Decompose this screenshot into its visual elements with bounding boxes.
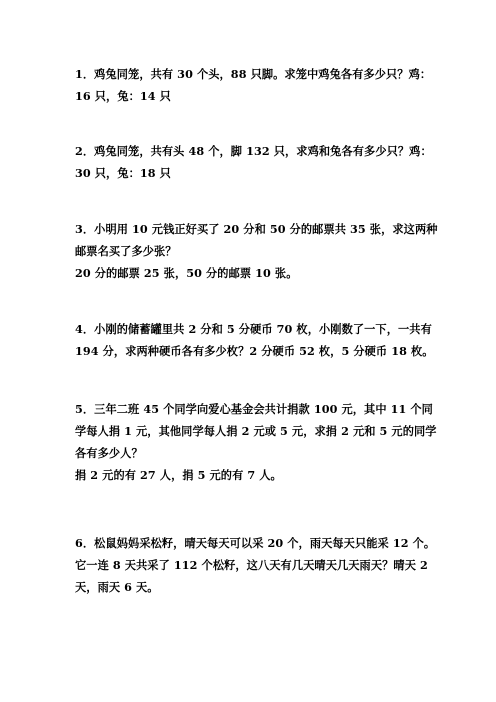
problem-6 bbox=[75, 532, 435, 598]
problem-6-line-3: 天，雨天 6 天。 bbox=[75, 580, 159, 594]
problem-3-line-3: 20 分的邮票 25 张，50 分的邮票 10 张。 bbox=[75, 266, 298, 280]
problem-3-line-2: 邮票名买了多少张？ bbox=[75, 244, 177, 258]
problem-5-line-4: 捐 2 元的有 27 人，捐 5 元的有 7 人。 bbox=[75, 468, 282, 482]
problem-1 bbox=[75, 63, 435, 107]
problem-5 bbox=[75, 398, 435, 486]
problem-5-line-2: 学每人捐 1 元，其他同学每人捐 2 元或 5 元，求捐 2 元和 5 元的同学 bbox=[75, 424, 437, 438]
problem-3-line-1: 3．小明用 10 元钱正好买了 20 分和 50 分的邮票共 35 张，求这两种 bbox=[75, 222, 438, 236]
problem-5-line-1: 5．三年二班 45 个同学向爱心基金会共计捐款 100 元，其中 11 个同 bbox=[75, 402, 433, 416]
problem-2 bbox=[75, 140, 435, 184]
problem-6-line-2: 它一连 8 天共采了 112 个松籽，这八天有几天晴天几天雨天？晴天 2 bbox=[75, 558, 428, 572]
problem-6-line-1: 6．松鼠妈妈采松籽，晴天每天可以采 20 个，雨天每天只能采 12 个。 bbox=[75, 536, 436, 550]
problem-4-line-2: 194 分，求两种硬币各有多少枚？2 分硬币 52 枚，5 分硬币 18 枚。 bbox=[75, 344, 434, 358]
problem-1-line-1: 1．鸡兔同笼，共有 30 个头，88 只脚。求笼中鸡兔各有多少只？鸡： bbox=[75, 67, 432, 81]
problem-3 bbox=[75, 218, 438, 284]
problem-4 bbox=[75, 318, 435, 362]
problem-4-line-1: 4．小刚的储蓄罐里共 2 分和 5 分硬币 70 枚，小刚数了一下，一共有 bbox=[75, 322, 432, 336]
problem-2-line-1: 2．鸡兔同笼，共有头 48 个，脚 132 只，求鸡和兔各有多少只？鸡： bbox=[75, 144, 432, 158]
problem-5-line-3: 各有多少人？ bbox=[75, 446, 143, 460]
problem-1-line-2: 16 只，兔：14 只 bbox=[75, 89, 171, 103]
problem-2-line-2: 30 只，兔：18 只 bbox=[75, 166, 171, 180]
